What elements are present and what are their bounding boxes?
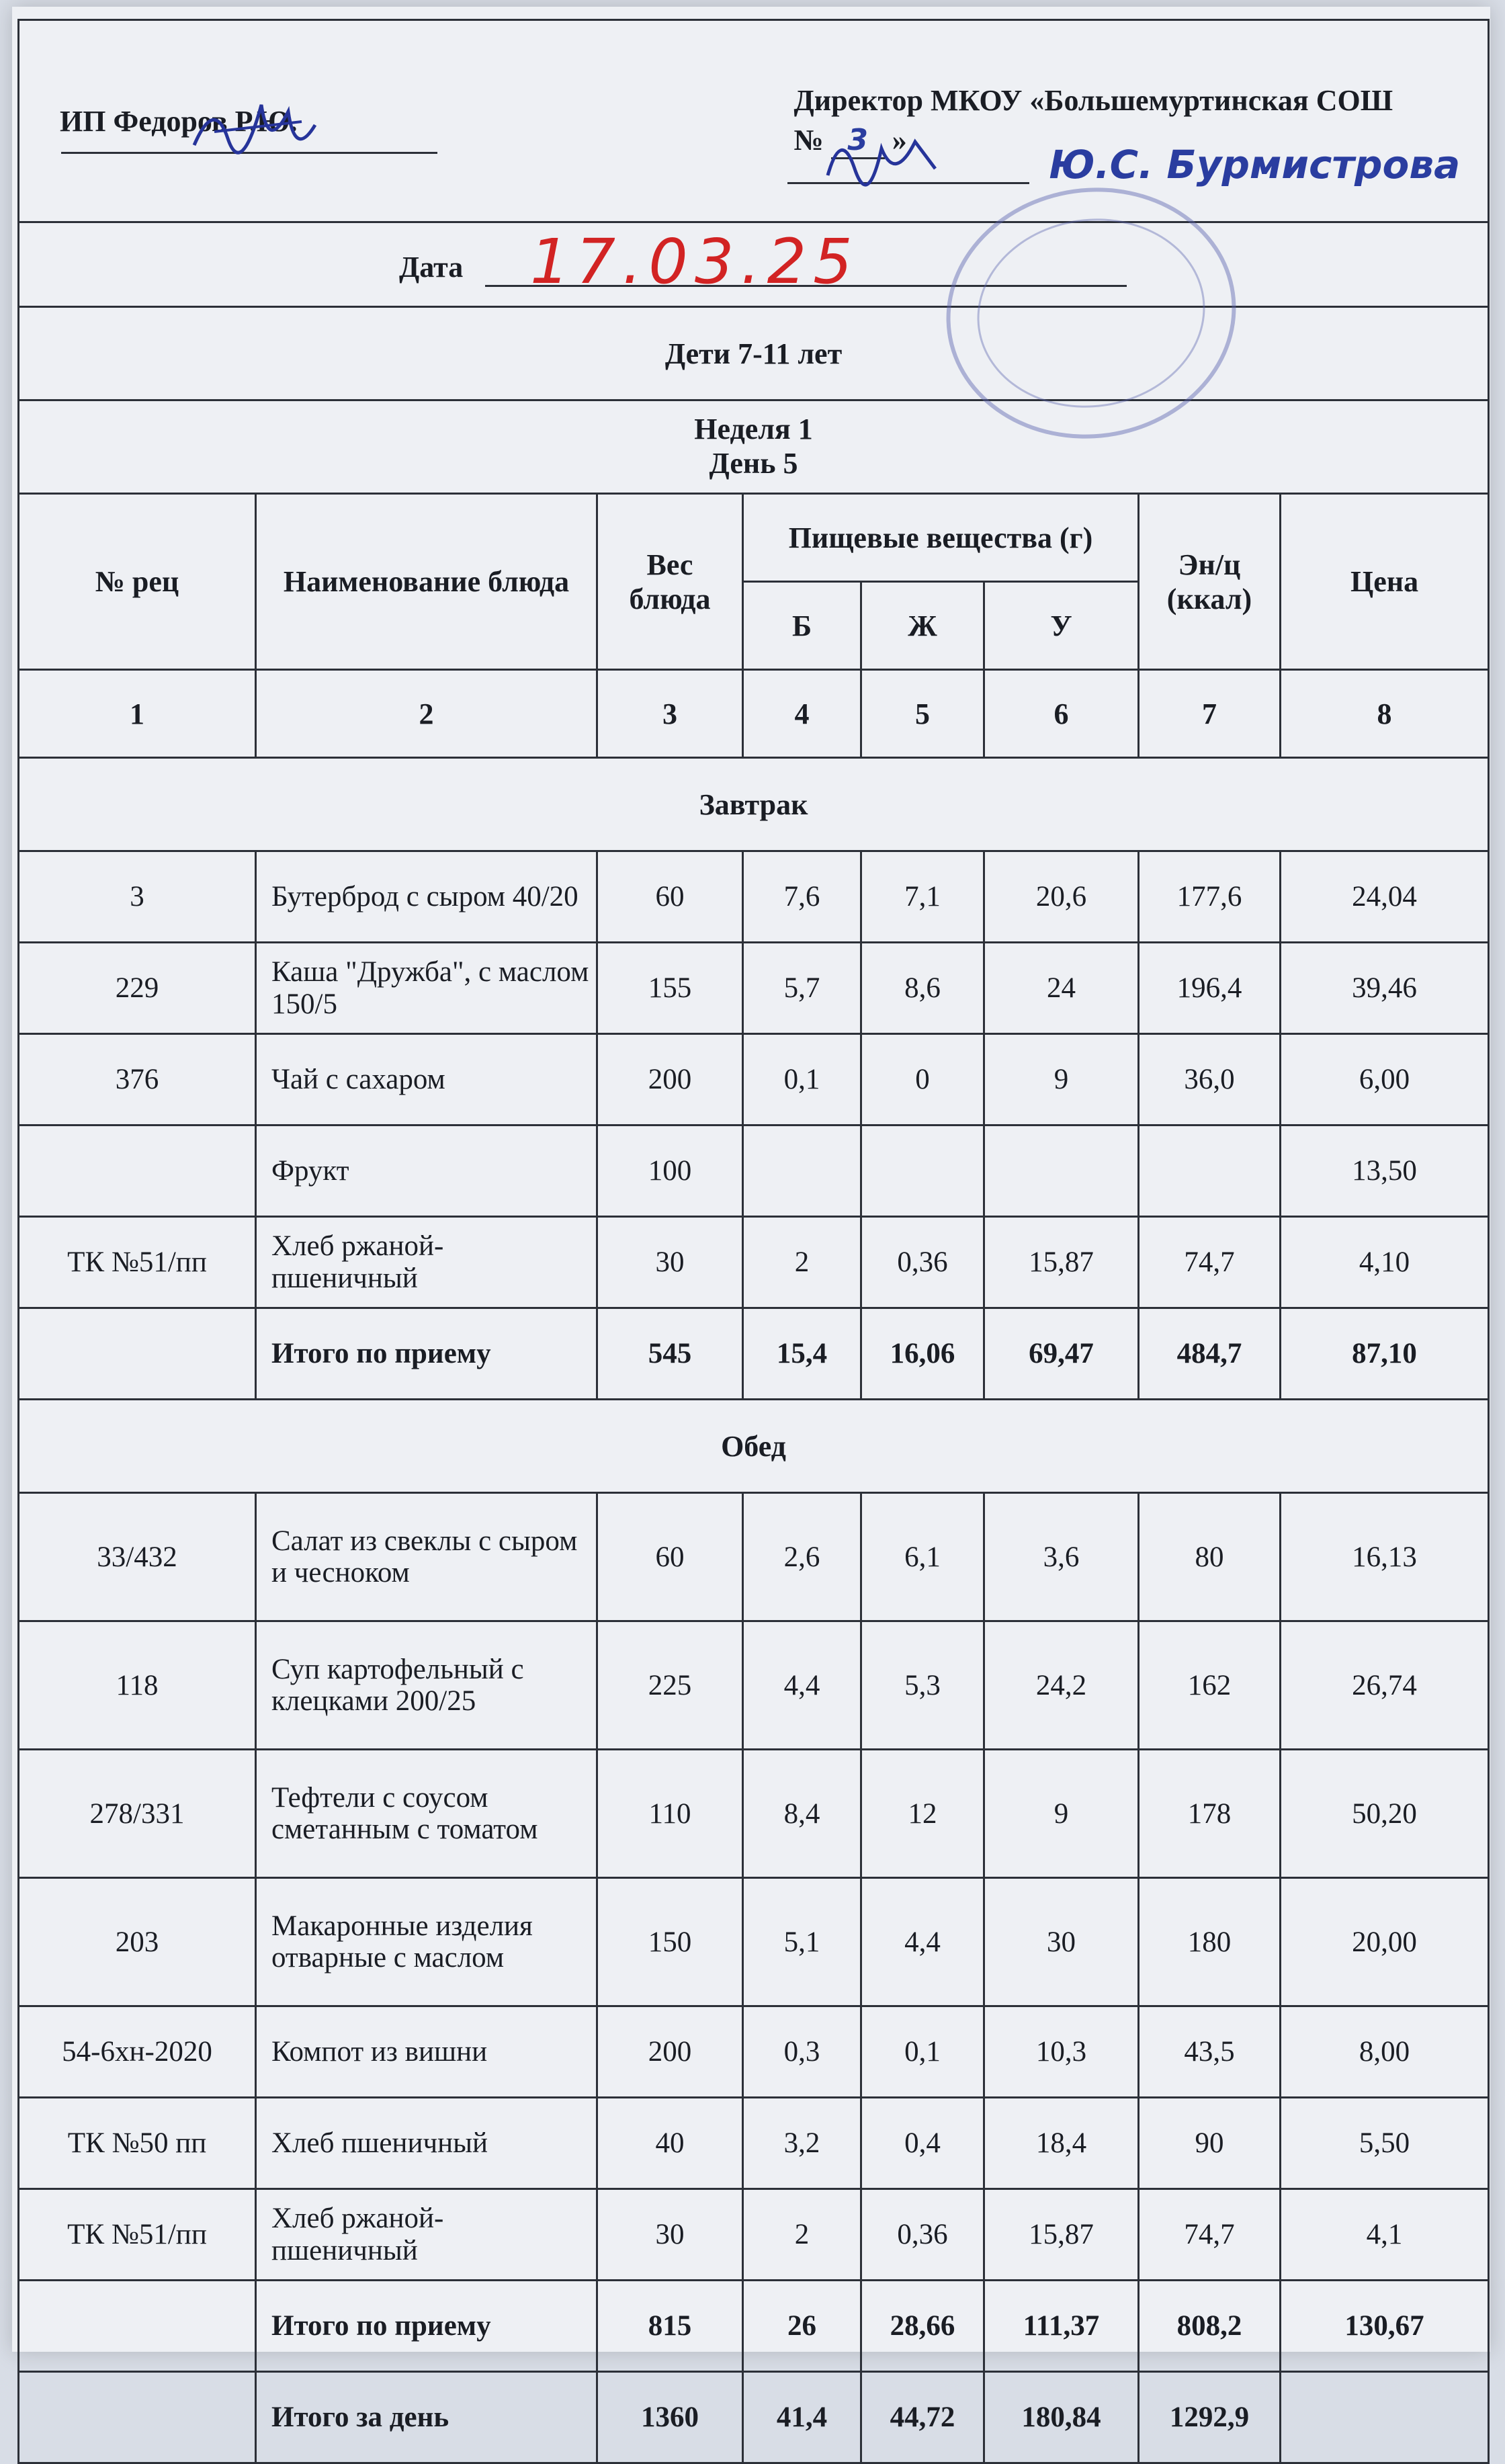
lunch-total-row bbox=[19, 2281, 1489, 2372]
col-number: 5 bbox=[861, 670, 984, 758]
cell-num: ТК №51/пп bbox=[19, 2189, 256, 2281]
cell-name: Фрукт bbox=[256, 1125, 597, 1217]
breakfast-item-row bbox=[19, 1217, 1489, 1308]
cell-weight: 200 bbox=[597, 1034, 743, 1125]
cell-name: Тефтели с соусом сметанным с томатом bbox=[256, 1750, 597, 1878]
cell-zh: 0 bbox=[861, 1034, 984, 1125]
total-energy: 484,7 bbox=[1139, 1308, 1281, 1400]
cell-zh: 0,4 bbox=[861, 2098, 984, 2189]
day-total-u: 180,84 bbox=[984, 2372, 1139, 2463]
cell-u: 20,6 bbox=[984, 851, 1139, 943]
cell-name: Каша "Дружба", с маслом 150/5 bbox=[256, 943, 597, 1034]
cell-weight: 40 bbox=[597, 2098, 743, 2189]
col-nutrients-header: Пищевые вещества (г) bbox=[743, 494, 1139, 582]
cell-energy bbox=[1139, 1125, 1281, 1217]
cell-b: 2 bbox=[743, 2189, 861, 2281]
lunch-item-row bbox=[19, 2189, 1489, 2281]
cell-u: 15,87 bbox=[984, 2189, 1139, 2281]
total-weight: 545 bbox=[597, 1308, 743, 1400]
cell-u: 10,3 bbox=[984, 2006, 1139, 2098]
col-b-header: Б bbox=[743, 582, 861, 670]
cell-weight: 155 bbox=[597, 943, 743, 1034]
school-number-suffix: » bbox=[892, 123, 907, 157]
col-num-header: № рец bbox=[19, 494, 256, 670]
day-total-zh: 44,72 bbox=[861, 2372, 984, 2463]
day-label: День 5 bbox=[709, 447, 798, 480]
cell-zh: 0,36 bbox=[861, 2189, 984, 2281]
cell-name: Суп картофельный с клецками 200/25 bbox=[256, 1621, 597, 1750]
column-number-row bbox=[19, 670, 1489, 758]
col-weight-header: Вес блюда bbox=[597, 494, 743, 670]
cell-zh bbox=[861, 1125, 984, 1217]
total-price: 130,67 bbox=[1281, 2281, 1489, 2372]
date-row bbox=[19, 222, 1489, 307]
breakfast-total-row bbox=[19, 1308, 1489, 1400]
cell-weight: 200 bbox=[597, 2006, 743, 2098]
cell-price: 13,50 bbox=[1281, 1125, 1489, 1217]
cell-b: 8,4 bbox=[743, 1750, 861, 1878]
cell-name: Хлеб ржаной-пшеничный bbox=[256, 2189, 597, 2281]
cell-name: Компот из вишни bbox=[256, 2006, 597, 2098]
cell-num: ТК №51/пп bbox=[19, 1217, 256, 1308]
school-number-prefix: № bbox=[793, 123, 824, 157]
total-zh: 28,66 bbox=[861, 2281, 984, 2372]
cell-b bbox=[743, 1125, 861, 1217]
cell-price: 39,46 bbox=[1281, 943, 1489, 1034]
cell-name: Бутерброд с сыром 40/20 bbox=[256, 851, 597, 943]
lunch-title: Обед bbox=[19, 1400, 1489, 1493]
cell-price: 5,50 bbox=[1281, 2098, 1489, 2189]
cell-weight: 225 bbox=[597, 1621, 743, 1750]
breakfast-item-row bbox=[19, 943, 1489, 1034]
cell-num: 54-6хн-2020 bbox=[19, 2006, 256, 2098]
cell-weight: 60 bbox=[597, 1493, 743, 1621]
col-zh-header: Ж bbox=[861, 582, 984, 670]
header-right bbox=[793, 20, 1489, 222]
col-name-header: Наименование блюда bbox=[256, 494, 597, 670]
cell-price: 26,74 bbox=[1281, 1621, 1489, 1750]
total-zh: 16,06 bbox=[861, 1308, 984, 1400]
org-name: ИП Федоров Р.Ю. bbox=[60, 104, 298, 138]
left-signature bbox=[187, 85, 322, 165]
week-day-row bbox=[19, 400, 1489, 494]
cell-zh: 5,3 bbox=[861, 1621, 984, 1750]
total-energy: 808,2 bbox=[1139, 2281, 1281, 2372]
cell-b: 5,1 bbox=[743, 1878, 861, 2006]
cell-num: 376 bbox=[19, 1034, 256, 1125]
week-day-cell bbox=[19, 400, 1489, 494]
cell-b: 5,7 bbox=[743, 943, 861, 1034]
cell-zh: 0,1 bbox=[861, 2006, 984, 2098]
col-number: 3 bbox=[597, 670, 743, 758]
cell-price: 24,04 bbox=[1281, 851, 1489, 943]
header-left bbox=[19, 20, 861, 222]
cell-zh: 7,1 bbox=[861, 851, 984, 943]
total-u: 69,47 bbox=[984, 1308, 1139, 1400]
cell-u: 15,87 bbox=[984, 1217, 1139, 1308]
cell-b: 2 bbox=[743, 1217, 861, 1308]
breakfast-item-row bbox=[19, 1034, 1489, 1125]
col-number: 2 bbox=[256, 670, 597, 758]
cell-weight: 110 bbox=[597, 1750, 743, 1878]
cell-u: 9 bbox=[984, 1750, 1139, 1878]
cell-num: 229 bbox=[19, 943, 256, 1034]
cell-weight: 30 bbox=[597, 1217, 743, 1308]
cell-energy: 177,6 bbox=[1139, 851, 1281, 943]
cell-num: 278/331 bbox=[19, 1750, 256, 1878]
breakfast-section-row bbox=[19, 758, 1489, 851]
col-u-header: У bbox=[984, 582, 1139, 670]
day-total-weight: 1360 bbox=[597, 2372, 743, 2463]
cell-price: 4,1 bbox=[1281, 2189, 1489, 2281]
col-number: 7 bbox=[1139, 670, 1281, 758]
cell-u: 3,6 bbox=[984, 1493, 1139, 1621]
cell-num: 3 bbox=[19, 851, 256, 943]
cell-name: Хлеб пшеничный bbox=[256, 2098, 597, 2189]
lunch-item-row bbox=[19, 1750, 1489, 1878]
lunch-rows bbox=[19, 1493, 1489, 2281]
cell-energy: 162 bbox=[1139, 1621, 1281, 1750]
cell-zh: 8,6 bbox=[861, 943, 984, 1034]
lunch-item-row bbox=[19, 2006, 1489, 2098]
cell-name: Чай с сахаром bbox=[256, 1034, 597, 1125]
day-total-row bbox=[19, 2372, 1489, 2463]
cell-b: 4,4 bbox=[743, 1621, 861, 1750]
col-energy-header: Эн/ц (ккал) bbox=[1139, 494, 1281, 670]
cell-num: 203 bbox=[19, 1878, 256, 2006]
cell-energy: 74,7 bbox=[1139, 1217, 1281, 1308]
director-title: Директор МКОУ «Большемуртинская СОШ bbox=[793, 83, 1393, 117]
cell-u bbox=[984, 1125, 1139, 1217]
cell-price: 4,10 bbox=[1281, 1217, 1489, 1308]
column-header-row bbox=[19, 494, 1489, 582]
total-label: Итого по приему bbox=[256, 1308, 597, 1400]
col-number: 4 bbox=[743, 670, 861, 758]
col-price-header: Цена bbox=[1281, 494, 1489, 670]
cell-u: 30 bbox=[984, 1878, 1139, 2006]
total-price: 87,10 bbox=[1281, 1308, 1489, 1400]
cell-num: 33/432 bbox=[19, 1493, 256, 1621]
cell-weight: 30 bbox=[597, 2189, 743, 2281]
cell-price: 16,13 bbox=[1281, 1493, 1489, 1621]
total-num bbox=[19, 1308, 256, 1400]
cell-num bbox=[19, 1125, 256, 1217]
col-number: 8 bbox=[1281, 670, 1489, 758]
cell-b: 0,1 bbox=[743, 1034, 861, 1125]
date-cell bbox=[19, 222, 1489, 307]
breakfast-title: Завтрак bbox=[19, 758, 1489, 851]
cell-name: Салат из свеклы с сыром и чесноком bbox=[256, 1493, 597, 1621]
cell-energy: 90 bbox=[1139, 2098, 1281, 2189]
cell-energy: 196,4 bbox=[1139, 943, 1281, 1034]
cell-energy: 43,5 bbox=[1139, 2006, 1281, 2098]
cell-weight: 150 bbox=[597, 1878, 743, 2006]
cell-weight: 60 bbox=[597, 851, 743, 943]
cell-u: 9 bbox=[984, 1034, 1139, 1125]
cell-energy: 180 bbox=[1139, 1878, 1281, 2006]
cell-u: 18,4 bbox=[984, 2098, 1139, 2189]
cell-u: 24 bbox=[984, 943, 1139, 1034]
breakfast-item-row bbox=[19, 1125, 1489, 1217]
cell-energy: 36,0 bbox=[1139, 1034, 1281, 1125]
date-label: Дата bbox=[399, 251, 464, 284]
col-number: 1 bbox=[19, 670, 256, 758]
cell-energy: 178 bbox=[1139, 1750, 1281, 1878]
day-total-label: Итого за день bbox=[256, 2372, 597, 2463]
total-num bbox=[19, 2281, 256, 2372]
cell-energy: 74,7 bbox=[1139, 2189, 1281, 2281]
cell-name: Макаронные изделия отварные с маслом bbox=[256, 1878, 597, 2006]
cell-name: Хлеб ржаной-пшеничный bbox=[256, 1217, 597, 1308]
cell-b: 7,6 bbox=[743, 851, 861, 943]
menu-table bbox=[17, 19, 1490, 2464]
cell-price: 20,00 bbox=[1281, 1878, 1489, 2006]
week-label: Неделя 1 bbox=[694, 413, 813, 446]
cell-b: 2,6 bbox=[743, 1493, 861, 1621]
group-row bbox=[19, 307, 1489, 400]
lunch-item-row bbox=[19, 2098, 1489, 2189]
cell-zh: 6,1 bbox=[861, 1493, 984, 1621]
cell-b: 0,3 bbox=[743, 2006, 861, 2098]
total-u: 111,37 bbox=[984, 2281, 1139, 2372]
day-total-b: 41,4 bbox=[743, 2372, 861, 2463]
cell-energy: 80 bbox=[1139, 1493, 1281, 1621]
cell-u: 24,2 bbox=[984, 1621, 1139, 1750]
lunch-item-row bbox=[19, 1621, 1489, 1750]
breakfast-item-row bbox=[19, 851, 1489, 943]
cell-weight: 100 bbox=[597, 1125, 743, 1217]
cell-num: 118 bbox=[19, 1621, 256, 1750]
day-total-energy: 1292,9 bbox=[1139, 2372, 1281, 2463]
breakfast-rows bbox=[19, 851, 1489, 1308]
cell-price: 6,00 bbox=[1281, 1034, 1489, 1125]
date-value: 17.03.25 bbox=[530, 226, 859, 298]
director-name: Ю.С. Бурмистрова bbox=[1049, 142, 1461, 187]
total-b: 15,4 bbox=[743, 1308, 861, 1400]
cell-num: ТК №50 пп bbox=[19, 2098, 256, 2189]
lunch-item-row bbox=[19, 1878, 1489, 2006]
cell-zh: 0,36 bbox=[861, 1217, 984, 1308]
cell-price: 50,20 bbox=[1281, 1750, 1489, 1878]
total-b: 26 bbox=[743, 2281, 861, 2372]
day-total-num bbox=[19, 2372, 256, 2463]
header-row bbox=[19, 20, 1489, 222]
cell-price: 8,00 bbox=[1281, 2006, 1489, 2098]
right-signature bbox=[821, 122, 942, 196]
lunch-item-row bbox=[19, 1493, 1489, 1621]
school-number: 3 bbox=[831, 123, 885, 159]
col-number: 6 bbox=[984, 670, 1139, 758]
day-total-price bbox=[1281, 2372, 1489, 2463]
cell-zh: 12 bbox=[861, 1750, 984, 1878]
total-weight: 815 bbox=[597, 2281, 743, 2372]
total-label: Итого по приему bbox=[256, 2281, 597, 2372]
menu-sheet bbox=[12, 7, 1490, 2433]
group-label: Дети 7-11 лет bbox=[19, 307, 1489, 400]
cell-b: 3,2 bbox=[743, 2098, 861, 2189]
lunch-section-row bbox=[19, 1400, 1489, 1493]
cell-zh: 4,4 bbox=[861, 1878, 984, 2006]
